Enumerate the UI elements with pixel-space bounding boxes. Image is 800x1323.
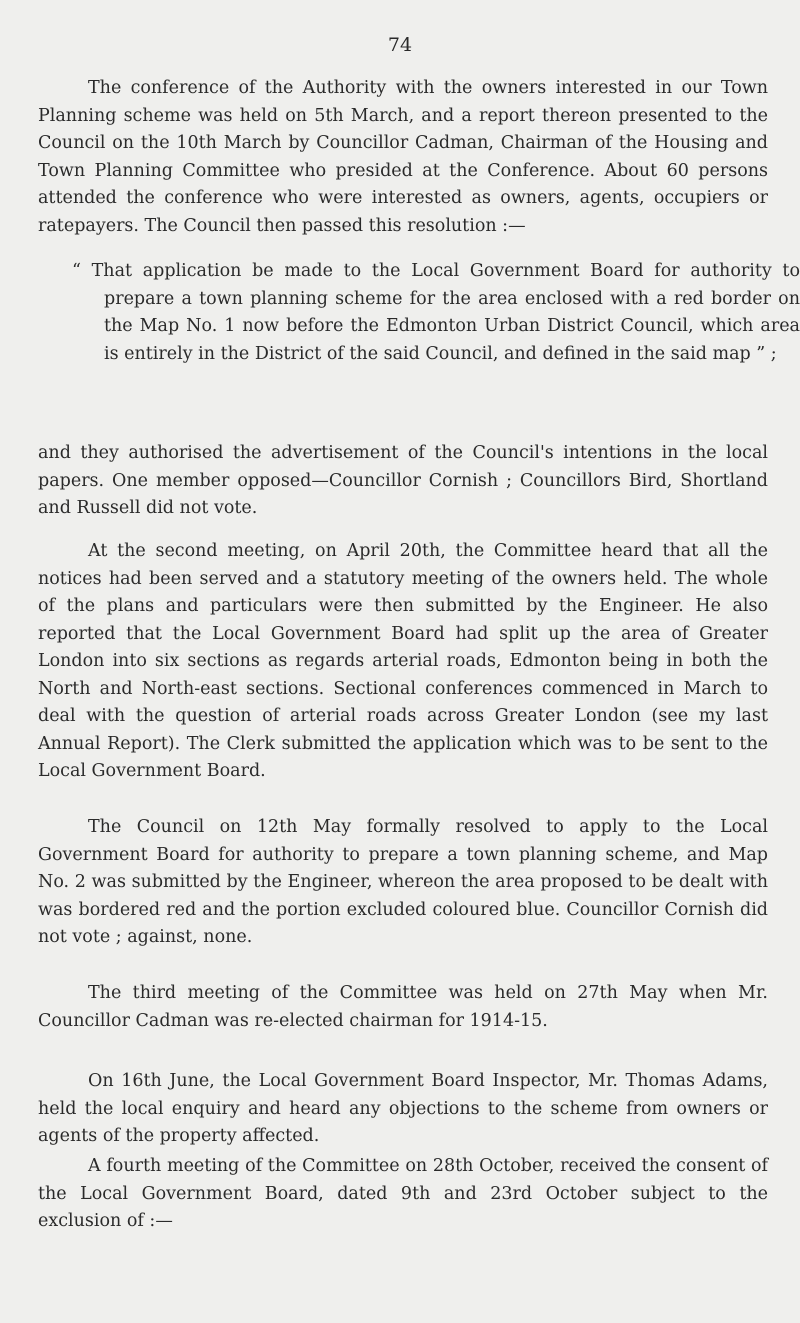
paragraph-conference: The conference of the Authority with the owners interested in our Town Planning scheme was held on 5th March, and a report thereon presented to the Council on the 10th March by Councillor Cadman, Chairman of the Housing and Town Planning Committee who presided at the Conference. About 60 persons attended the conference who were interested as owners, agents, occupiers or ratepayers. The Council then passed this resolution :— bbox=[38, 78, 768, 236]
page-number: 74 bbox=[387, 34, 413, 56]
resolution-quote: “ That application be made to the Local Government Board for authority to prepare a town planning scheme for the area enclosed with a red border on the Map No. 1 now before the Edmonton Urban District Council, which area is entirely in the District of the said Council, and defined in the said map ” ; bbox=[72, 261, 800, 364]
paragraph-fourth-meeting: A fourth meeting of the Committee on 28th October, received the consent of the Local Government Board, dated 9th and 23rd October subject to the exclusion of :— bbox=[38, 1156, 768, 1231]
paragraph-advertisement: and they authorised the advertisement of the Council's intentions in the local papers. One member opposed—Councillor Cornish ; Councillors Bird, Shortland and Russell did not vote. bbox=[38, 443, 768, 518]
paragraph-third-meeting: The third meeting of the Committee was held on 27th May when Mr. Councillor Cadman was re-elected chairman for 1914-15. bbox=[38, 983, 768, 1031]
paragraph-second-meeting: At the second meeting, on April 20th, the Committee heard that all the notices had been served and a statutory meeting of the owners held. The whole of the plans and particulars were then submitted by the Engineer. He also reported that the Local Government Board had split up the area of Greater London into six sections as regards arterial roads, Edmonton being in both the North and North-east sections. Sectional conferences commenced in March to deal with the question of arterial roads across Greater London (see my last Annual Report). The Clerk submitted the application which was to be sent to the Local Government Board. bbox=[38, 541, 768, 781]
paragraph-council-resolution: The Council on 12th May formally resolved to apply to the Local Government Board for authority to prepare a town planning scheme, and Map No. 2 was submitted by the Engineer, whereon the area proposed to be dealt with was bordered red and the portion excluded coloured blue. Councillor Cornish did not vote ; against, none. bbox=[38, 817, 768, 947]
paragraph-local-enquiry: On 16th June, the Local Government Board Inspector, Mr. Thomas Adams, held the local enquiry and heard any objections to the scheme from owners or agents of the property affected. bbox=[38, 1071, 768, 1146]
